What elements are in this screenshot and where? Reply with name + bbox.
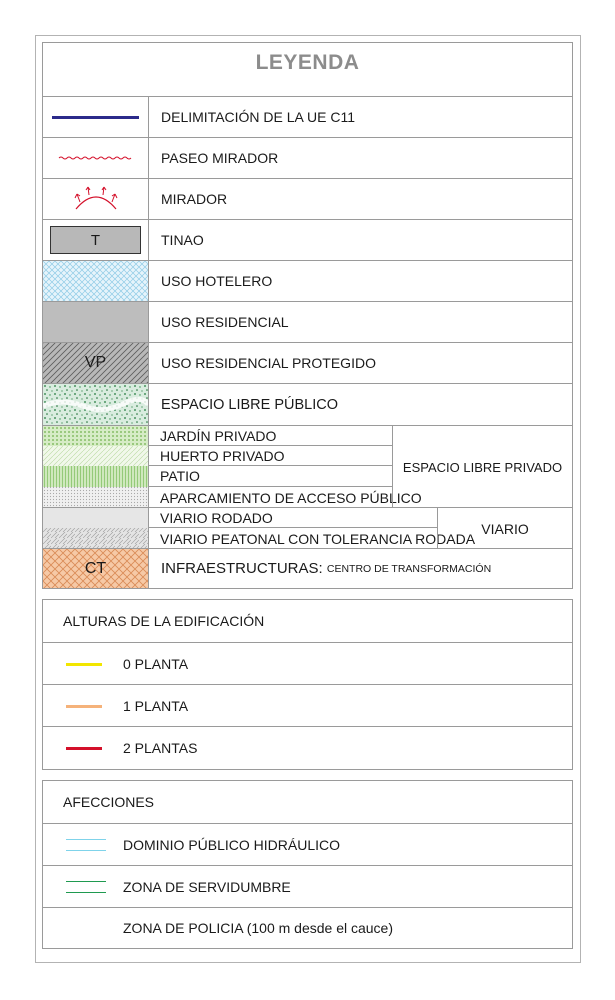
legend-label: PASEO MIRADOR (161, 150, 279, 166)
legend-row-paseo-mirador (43, 137, 572, 178)
red-line-icon (66, 747, 102, 750)
viario-rodado-row (149, 508, 437, 528)
legend-row-uso-residencial (43, 301, 572, 342)
afeccion-label: DOMINIO PÚBLICO HIDRÁULICO (123, 836, 341, 853)
afecciones-section (42, 780, 573, 949)
afeccion-row-2 (43, 907, 572, 948)
orange-line-icon (66, 705, 102, 708)
afeccion-row-1 (43, 865, 572, 907)
legend-label: USO RESIDENCIAL PROTEGIDO (161, 355, 376, 371)
legend-label: USO HOTELERO (161, 273, 273, 289)
afecciones-title: AFECCIONES (63, 794, 155, 810)
alturas-title-row (43, 600, 572, 642)
legend-label: HUERTO PRIVADO (160, 447, 285, 464)
blue-line-icon (43, 97, 149, 137)
red-wavy-line-icon (43, 138, 149, 178)
leyenda-title: LEYENDA (255, 51, 360, 74)
tinao-symbol-text: T (50, 226, 141, 254)
viario-symbols (43, 508, 149, 548)
afeccion-label: ZONA DE POLICIA (100 m desde el cauce) (123, 920, 394, 936)
green-double-line-icon (66, 881, 106, 893)
mirador-arrows-icon (43, 179, 149, 219)
yellow-line-icon (66, 663, 102, 666)
grey-fill-icon (43, 302, 149, 342)
legend-label: INFRAESTRUCTURAS : CENTRO DE TRANSFORMACIÓN (161, 560, 492, 577)
alturas-title: ALTURAS DE LA EDIFICACIÓN (63, 613, 265, 629)
legend-row-espacio-libre-publico (43, 383, 572, 425)
legend-label: VIARIO PEATONAL CON TOLERANCIA RODADA (160, 530, 476, 547)
espacio-libre-privado-label: ESPACIO LIBRE PRIVADO (402, 459, 563, 475)
patio-row (149, 466, 392, 487)
legend-row-mirador (43, 178, 572, 219)
altura-row-0 (43, 642, 572, 684)
orange-crosshatch-icon (43, 549, 149, 588)
blue-crosshatch-icon (43, 261, 149, 301)
grey-box-icon (43, 220, 149, 260)
legend-label: ESPACIO LIBRE PÚBLICO (161, 396, 339, 413)
altura-label: 1 PLANTA (123, 697, 189, 714)
espacio-libre-privado-group (43, 425, 572, 507)
legend-row-residencial-protegido (43, 342, 572, 383)
afecciones-title-row (43, 781, 572, 823)
vp-symbol-text: VP (84, 354, 107, 371)
alturas-section (42, 599, 573, 770)
afeccion-label: ZONA DE SERVIDUMBRE (123, 878, 291, 895)
light-blue-double-line-icon (66, 839, 106, 851)
leyenda-section (42, 42, 573, 589)
legend-label: PATIO (160, 468, 200, 484)
legend-label: DELIMITACIÓN DE LA UE C11 (161, 109, 355, 125)
viario-group (43, 507, 572, 548)
altura-label: 0 PLANTA (123, 655, 189, 672)
jardin-privado-row (149, 426, 392, 446)
green-speckle-icon (43, 384, 149, 425)
altura-row-2 (43, 726, 572, 769)
espacio-libre-privado-symbols (43, 426, 149, 507)
legend-row-infraestructuras (43, 548, 572, 588)
infraestructuras-label: INFRAESTRUCTURAS (161, 560, 319, 577)
legend-label: APARCAMIENTO DE ACCESO PÚBLICO (160, 489, 422, 506)
viario-label: VIARIO (481, 520, 529, 537)
legend-row-tinao (43, 219, 572, 260)
aparcamiento-row (149, 487, 422, 508)
ct-symbol-text: CT (84, 559, 107, 577)
diagonal-hatch-icon (43, 343, 149, 383)
afeccion-row-0 (43, 823, 572, 865)
altura-label: 2 PLANTAS (123, 740, 198, 756)
altura-row-1 (43, 684, 572, 726)
legend-row-delimitacion (43, 96, 572, 137)
viario-peatonal-row (149, 528, 476, 549)
infraestructuras-sublabel: CENTRO DE TRANSFORMACIÓN (326, 562, 492, 575)
legend-row-uso-hotelero (43, 260, 572, 301)
legend-label: TINAO (161, 232, 204, 248)
legend-label: MIRADOR (161, 191, 228, 207)
legend-label: USO RESIDENCIAL (161, 314, 289, 330)
legend-label: JARDÍN PRIVADO (160, 427, 277, 444)
legend-label: VIARIO RODADO (160, 509, 273, 526)
huerto-privado-row (149, 446, 392, 466)
